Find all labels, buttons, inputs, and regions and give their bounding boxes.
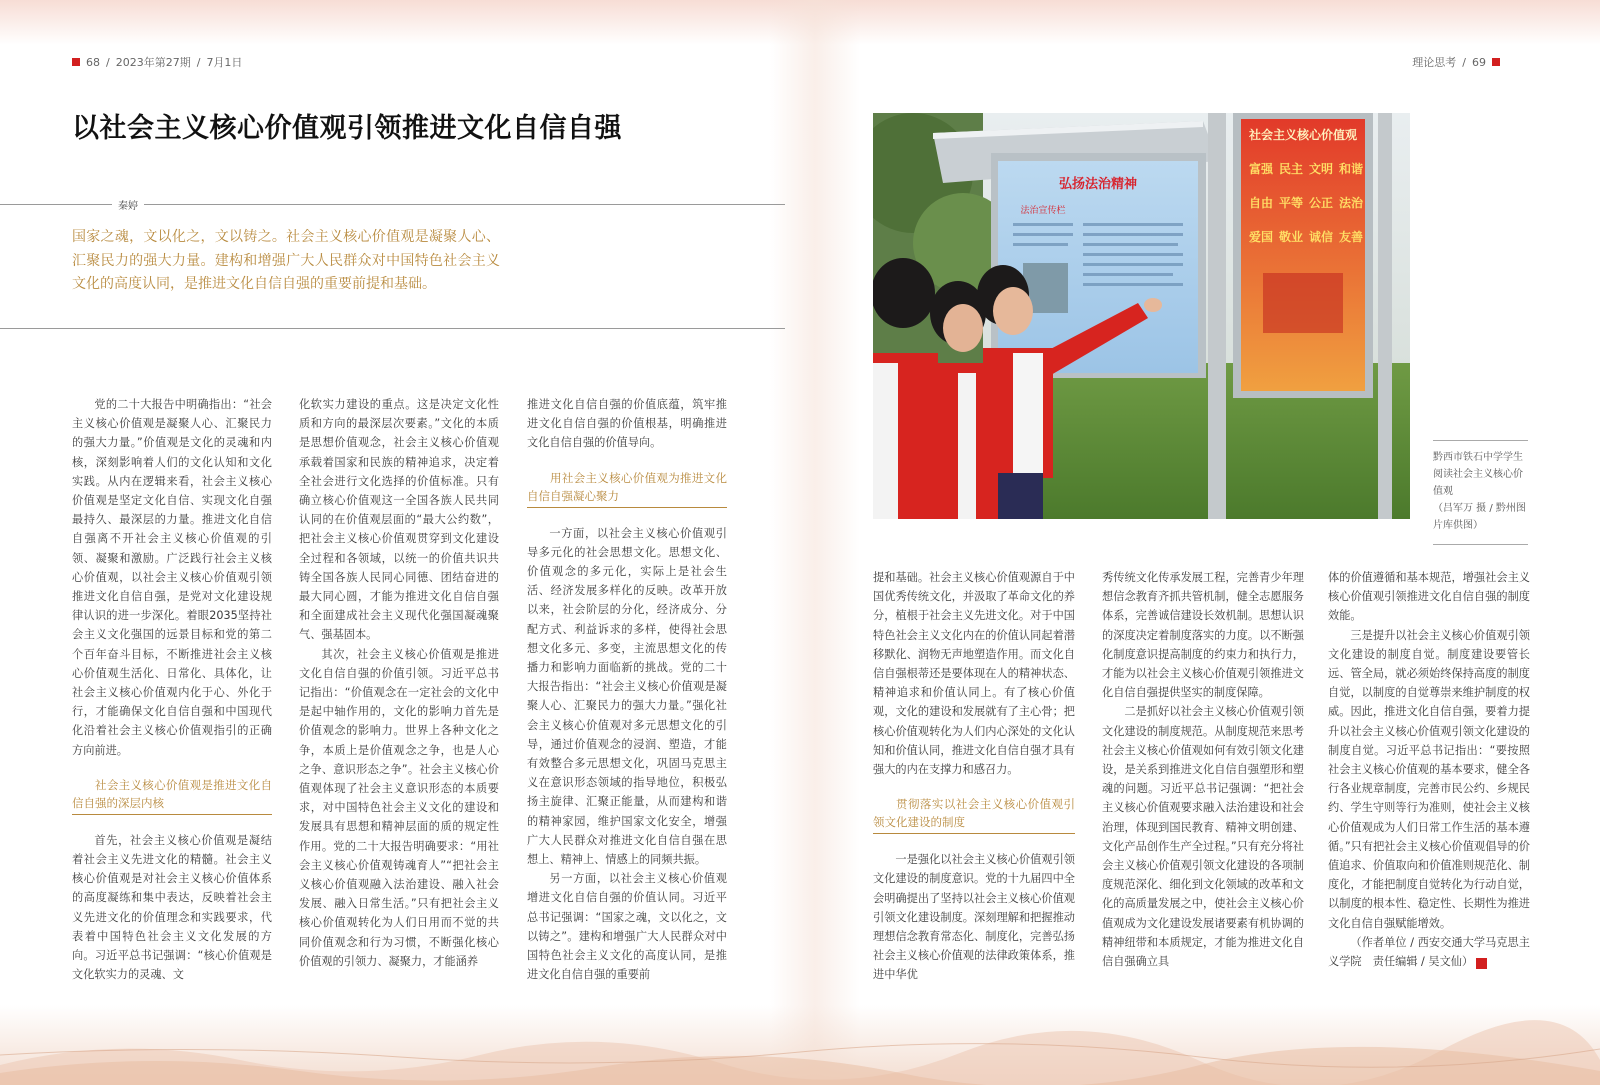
board-right-title: 社会主义核心价值观 — [1248, 128, 1358, 142]
core-value-word: 公正 — [1309, 196, 1334, 210]
article-title: 以社会主义核心价值观引领推进文化自信自强 — [72, 113, 622, 144]
body-paragraph: 一是强化以社会主义核心价值观引领文化建设的制度意识。党的十九届四中全会明确提出了坚持以社会主义核心价值观引领文化建设制度。深刻理解和把握推动理想信念教育常态化、制度化，完善弘扬社会主义核心价值观的法律政策体系，推进中华优 — [873, 853, 1075, 982]
body-paragraph: 首先，社会主义核心价值观是凝结着社会主义先进文化的精髓。社会主义核心价值观是对社会主义核心价值体系的高度凝练和集中表达，反映着社会主义先进文化的价值理念和实践要求，代表着中国特色社会主义文化发展的方向。习近平总书记强调：“核心价值观是文化软实力的灵魂、文 — [72, 833, 272, 982]
section-heading: 贯彻落实以社会主义核心价值观引领文化建设的制度 — [873, 795, 1075, 834]
author-affiliation-note — [1328, 933, 1530, 971]
core-value-word: 敬业 — [1279, 230, 1304, 244]
body-paragraph: 秀传统文化传承发展工程，完善青少年理想信念教育齐抓共管机制，健全志愿服务体系，完善诚信建设长效机制。思想认识的深度决定着制度落实的力度。以不断强化制度意识提高制度的约束力和执行力，才能为以社会主义核心价值观引领推进文化自信自强提供坚实的制度保障。 — [1102, 571, 1304, 700]
text-column-4 — [873, 568, 1075, 985]
body-paragraph: 三是提升以社会主义核心价值观引领文化建设的制度自觉。制度建设要管长远、管全局，就必须始终保持高度的制度自觉，以制度的自觉尊崇来维护制度的权威。因此，推进文化自信自强，要着力提升以社会主义核心价值观引领文化建设的制度自觉。习近平总书记指出：“要按照社会主义核心价值观的基本要求，健全各行各业规章制度，完善市民公约、乡规民约、学生守则等行为准则，使社会主义核心价值观成为人们日常工作生活的基本遵循。”只有把社会主义核心价值观倡导的价值追求、价值取向和价值准则规范化、制度化，才能把制度自觉转化为行动自觉，以制度的根本性、稳定性、长期性为推进文化自信自强赋能增效。 — [1328, 628, 1530, 930]
photo-caption — [1433, 440, 1528, 545]
core-value-word: 友善 — [1339, 230, 1364, 244]
students-reading-board-illustration — [873, 113, 1410, 519]
note-text: （作者单位 / 西安交通大学马克思主义学院 责任编辑 / 吴文仙） — [1328, 935, 1530, 969]
board-left-title: 弘扬法治精神 — [1058, 177, 1138, 192]
core-value-word: 文明 — [1309, 162, 1334, 176]
board-left-tag: 法治宣传栏 — [1020, 206, 1066, 216]
text-column-6 — [1328, 568, 1530, 971]
body-paragraph: 另一方面，以社会主义核心价值观增进文化自信自强的价值认同。习近平总书记强调：“国家之魂，文以化之，文以铸之”。建构和增强广大人民群众对中国特色社会主义文化的高度认同，是推进文化自信自强的重要前 — [527, 872, 727, 982]
core-value-word: 爱国 — [1249, 230, 1274, 244]
lead-divider — [0, 328, 785, 329]
folio-left — [72, 54, 242, 70]
page-number-right: 69 — [1472, 55, 1486, 69]
core-value-word: 诚信 — [1309, 230, 1334, 244]
body-paragraph: 其次，社会主义核心价值观是推进文化自信自强的价值引领。习近平总书记指出：“价值观念在一定社会的文化中是起中轴作用的，文化的影响力首先是价值观念的影响力。世界上各种文化之争，本质上是价值观念之争，也是人心之争、意识形态之争”。社会主义核心价值观体现了社会主义意识形态的本质要求，对中国特色社会主义文化的建设和发展具有思想和精神层面的质的规定性作用。党的二十大报告明确要求：“用社会主义核心价值观铸魂育人”“把社会主义核心价值观融入法治建设、融入社会发展、融入日常生活。”只有把社会主义核心价值观转化为人们日用而不觉的共同价值观念和行为习惯，不断强化核心价值观的引领力、凝聚力，才能涵养 — [299, 647, 499, 968]
core-value-word: 和谐 — [1339, 162, 1364, 176]
body-paragraph: 体的价值遵循和基本规范，增强社会主义核心价值观引领推进文化自信自强的制度效能。 — [1328, 571, 1530, 623]
body-paragraph: 化软实力建设的重点。这是决定文化性质和方向的最深层次要素。”文化的本质是思想价值观念，社会主义核心价值观承载着国家和民族的精神追求，决定着全社会进行文化选择的价值标准。只有确立核心价值观这一全国各族人民共同认同的在价值观层面的“最大公约数”，把社会主义核心价值观贯穿到文化建设全过程和各领域，以统一的价值共识共铸全国各族人民同心同德、团结奋进的最大同心圆，才能为推进文化自信自强和全面建成社会主义现代化强国凝魂聚气、强基固本。 — [299, 398, 499, 642]
issue-label: 2023年第27期 — [115, 56, 191, 69]
body-paragraph: 推进文化自信自强的价值底蕴，筑牢推进文化自信自强的价值根基，明确推进文化自信自强的价值导向。 — [527, 398, 727, 450]
issue-date: 7月1日 — [206, 56, 243, 69]
text-column-5 — [1102, 568, 1304, 971]
section-label: 理论思考 — [1412, 56, 1457, 69]
section-heading: 用社会主义核心价值观为推进文化自信自强凝心聚力 — [527, 469, 727, 508]
body-paragraph: 提和基础。社会主义核心价值观源自于中国优秀传统文化，并汲取了革命文化的养分，植根于社会主义先进文化。对于中国特色社会主义文化内在的价值认同起着潜移默化、润物无声地塑造作用。而文化自信自强根蒂还是要体现在人的精神状态、精神追求和价值认同上。有了核心价值观，文化的建设和发展就有了主心骨；把核心价值观转化为人们内心深处的文化认知和价值认同，推进文化自信自强才具有强大的内在支撑力和感召力。 — [873, 571, 1075, 777]
folio-separator: / — [106, 55, 110, 69]
body-paragraph: 二是抓好以社会主义核心价值观引领文化建设的制度规范。从制度规范来思考社会主义核心价值观如何有效引领文化建设，是关系到推进文化自信自强塑形和塑魂的问题。习近平总书记强调：“把社会主义核心价值观要求融入法治建设和社会治理，体现到国民教育、精神文明创建、文化产品创作生产全过程。”只有充分将社会主义核心价值观引领文化建设的各项制度规范深化、细化到文化领域的改革和文化的高质量发展之中，使社会主义核心价值观成为文化建设发展诸要素有机协调的精神纽带和本质规定，才能为推进文化自信自强确立具 — [1102, 705, 1304, 969]
folio-right — [1412, 54, 1500, 70]
article-lead: 国家之魂，文以化之，文以铸之。社会主义核心价值观是凝聚人心、汇聚民力的强大力量。建构和增强广大人民群众对中国特色社会主义文化的高度认同，是推进文化自信自强的重要前提和基础。 — [72, 229, 500, 292]
core-value-word: 自由 — [1249, 196, 1274, 210]
folio-separator: / — [1462, 55, 1466, 69]
caption-text: 黔西市铁石中学学生阅读社会主义核心价值观 — [1433, 452, 1523, 497]
page-gutter — [770, 0, 860, 1085]
author-name: 秦婷 — [112, 197, 144, 212]
text-column-3 — [527, 395, 727, 984]
core-value-word: 民主 — [1279, 162, 1304, 176]
text-column-1 — [72, 395, 272, 984]
core-value-word: 富强 — [1249, 162, 1274, 176]
page-number-left: 68 — [86, 55, 100, 69]
red-square-icon — [72, 58, 80, 66]
core-value-word: 平等 — [1279, 196, 1304, 210]
article-photo — [873, 113, 1410, 519]
folio-separator: / — [196, 55, 201, 69]
text-column-2 — [299, 395, 499, 971]
core-value-word: 法治 — [1339, 196, 1364, 210]
red-square-icon — [1492, 58, 1500, 66]
decorative-mountain-waves — [0, 1005, 1600, 1085]
body-paragraph: 党的二十大报告中明确指出：“社会主义核心价值观是凝聚人心、汇聚民力的强大力量。”价值观是文化的灵魂和内核，深刻影响着人们的文化认知和文化实践。从内在逻辑来看，社会主义核心价值观是坚定文化自信、实现文化自强最持久、最深层的力量。推进文化自信自强离不开社会主义核心价值观的引领、凝聚和激励。广泛践行社会主义核心价值观，以社会主义核心价值观引领推进文化自信自强，是党对文化建设规律认识的进一步深化。着眼2035坚持社会主义文化强国的远景目标和党的第二个百年奋斗目标，不断推进社会主义核心价值观生活化、日常化、具体化，让社会主义核心价值观内化于心、外化于行，才能确保文化自信自强和中国现代化沿着社会主义核心价值观指引的正确方向前进。 — [72, 398, 272, 757]
end-mark-icon: D — [1476, 958, 1487, 969]
body-paragraph: 一方面，以社会主义核心价值观引导多元化的社会思想文化。思想文化、价值观念的多元化，实际上是社会生活、经济发展多样化的反映。改革开放以来，社会阶层的分化，经济成分、分配方式、利益诉求的多样，使得社会思想文化多元、多变，主流思想文化的传播力和影响力面临新的挑战。党的二十大报告指出：“社会主义核心价值观是凝聚人心、汇聚民力的强大力量。”强化社会主义核心价值观对多元思想文化的引导，通过价值观念的浸润、塑造，才能有效整合多元思想文化，巩固马克思主义在意识形态领域的指导地位，积极弘扬主旋律、汇聚正能量，从而建构和谐的精神家园，维护国家文化安全，增强广大人民群众对推进文化自信自强在思想上、精神上、情感上的同频共振。 — [527, 526, 727, 867]
caption-credit: （吕军万 摄 / 黔州图片库供图） — [1433, 503, 1526, 531]
section-heading: 社会主义核心价值观是推进文化自信自强的深层内核 — [72, 776, 272, 815]
